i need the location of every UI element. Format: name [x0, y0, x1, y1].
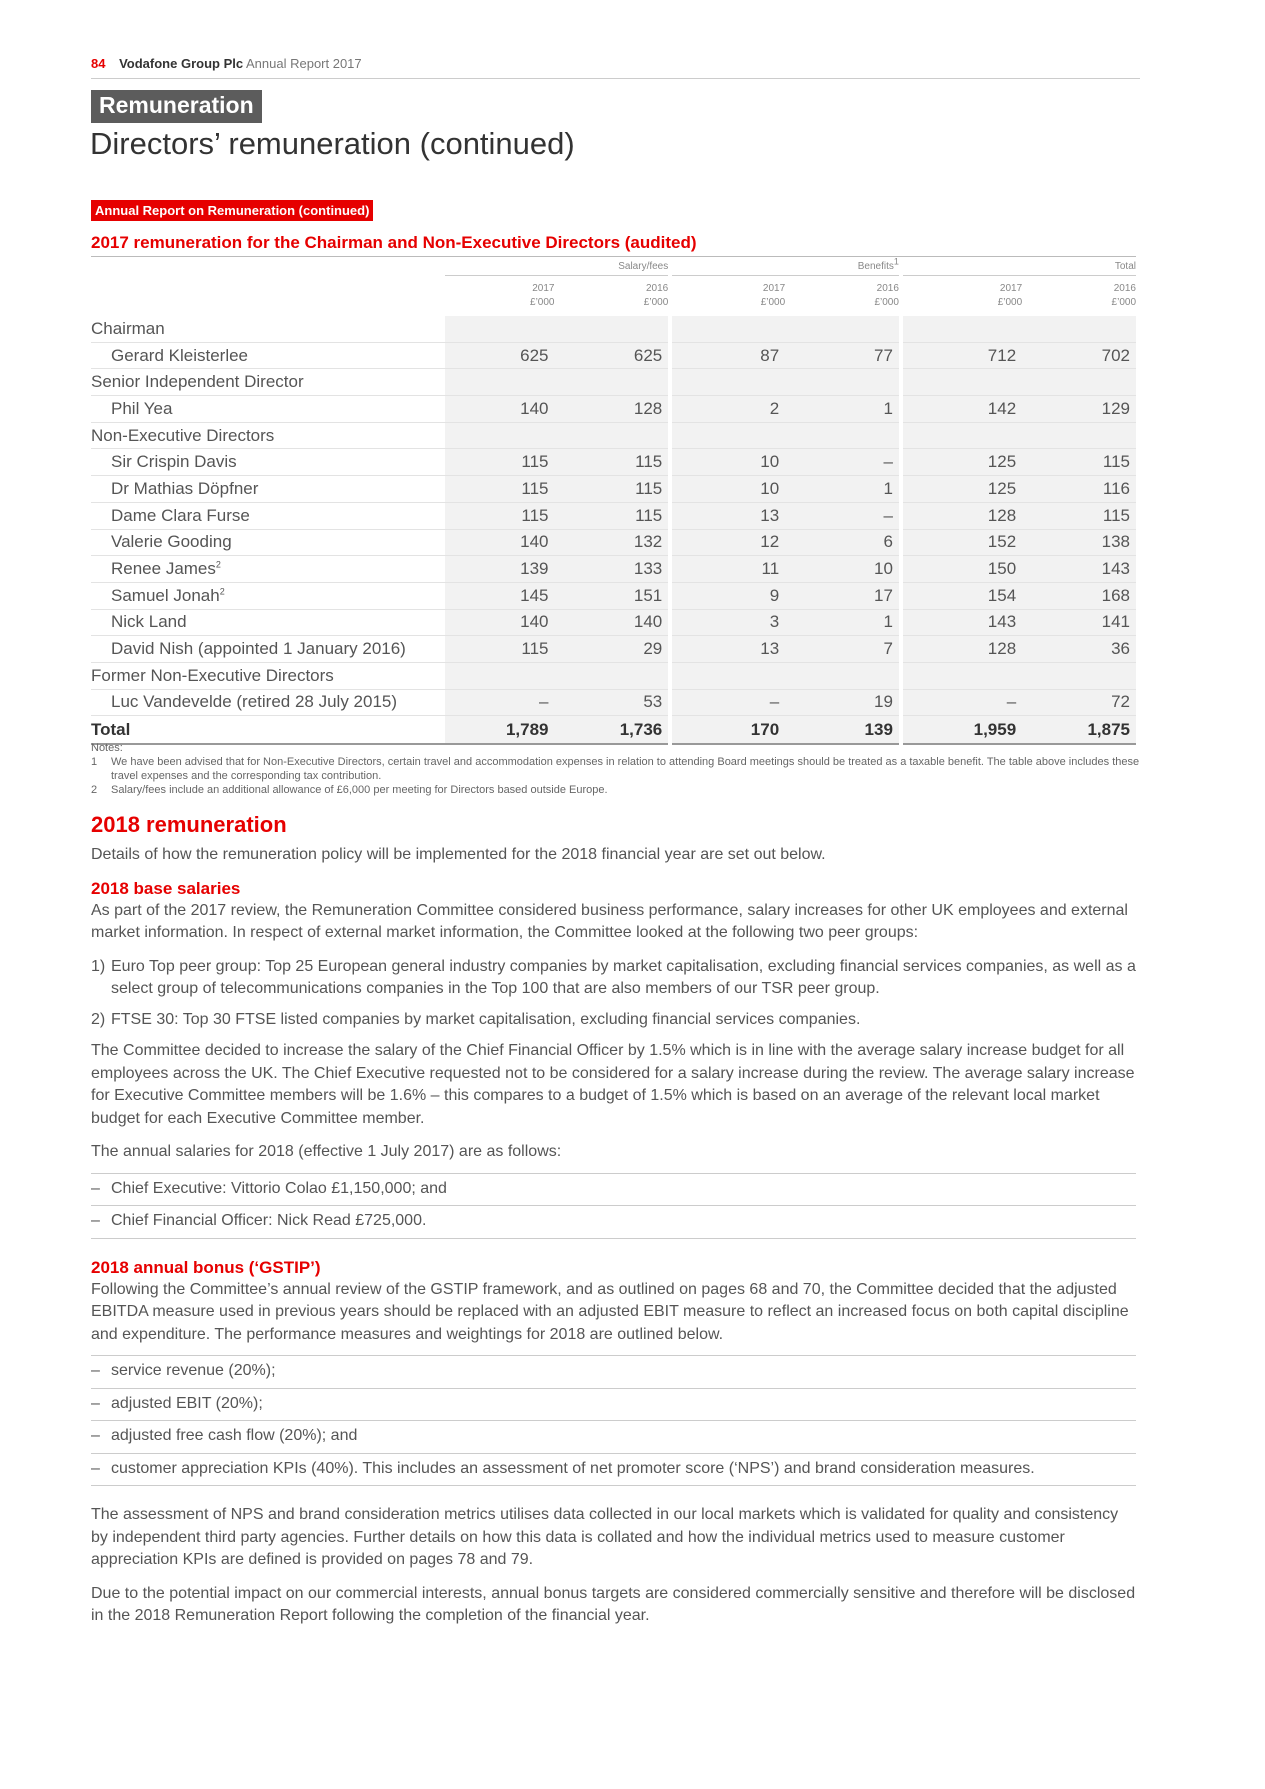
table-cell [785, 369, 899, 396]
table-cell: 140 [445, 609, 555, 636]
table-cell: – [785, 449, 899, 476]
table-cell: 115 [445, 476, 555, 503]
table-cell: 139 [445, 556, 555, 583]
page-title: Directors’ remuneration (continued) [90, 126, 575, 161]
table-row [91, 609, 1136, 636]
table-row [91, 342, 1136, 369]
table-cell: 145 [445, 582, 555, 609]
table-cell: 6 [785, 529, 899, 556]
table-cell: 140 [554, 609, 668, 636]
category-label: Senior Independent Director [91, 369, 445, 396]
list-item: – customer appreciation KPIs (40%). This includes an assessment of net promoter score (‘NPS’) and brand consideration measures. [91, 1454, 1136, 1487]
table-cell [554, 422, 668, 449]
table-cell: 2 [672, 396, 785, 423]
table-cell: 702 [1022, 342, 1136, 369]
table-cell: 115 [445, 449, 555, 476]
table-cell: 128 [554, 396, 668, 423]
table-cell: 125 [903, 449, 1022, 476]
table-cell: 13 [672, 502, 785, 529]
table-cell: 77 [785, 342, 899, 369]
table-cell: – [672, 689, 785, 716]
table-cell: 7 [785, 636, 899, 663]
total-label: Total [91, 716, 445, 745]
table-cell [1022, 369, 1136, 396]
measures-list [91, 1355, 1136, 1486]
paragraph: As part of the 2017 review, the Remuneration Committee considered business performance, salary increases for other UK employees and external market information. In respect of external market information, the Committee looked at the following two peer groups: [91, 901, 1128, 941]
footnote-ref: 2 [219, 586, 225, 597]
notes [91, 741, 1141, 797]
table-cell: 140 [445, 529, 555, 556]
table-cell: 115 [554, 476, 668, 503]
year-header: 2017 £’000 [997, 283, 1023, 308]
notes-heading: Notes: [91, 742, 123, 754]
table-cell: 9 [672, 582, 785, 609]
table-cell: 3 [672, 609, 785, 636]
table-row [91, 502, 1136, 529]
note-item: 1 We have been advised that for Non-Executive Directors, certain travel and accommodation expenses in relation to attending Board meetings should be treated as a taxable benefit. The table above includes these travel expenses and the corresponding tax contribution. [91, 756, 1140, 782]
table-cell: 138 [1022, 529, 1136, 556]
list-item: 2) FTSE 30: Top 30 FTSE listed companies by market capitalisation, excluding financial services companies. [91, 1010, 861, 1028]
table-cell: 115 [554, 449, 668, 476]
table-row [91, 689, 1136, 716]
table-row [91, 369, 1136, 396]
note-item: 2 Salary/fees include an additional allowance of £6,000 per meeting for Directors based outside Europe. [91, 784, 608, 796]
table-cell: 140 [445, 396, 555, 423]
table-year-header [91, 276, 1136, 317]
table-cell: 142 [903, 396, 1022, 423]
director-name: Sir Crispin Davis [91, 449, 445, 476]
table-cell [672, 422, 785, 449]
table-cell: 116 [1022, 476, 1136, 503]
table-cell: 72 [1022, 689, 1136, 716]
director-name: Dame Clara Furse [91, 502, 445, 529]
table-cell: 36 [1022, 636, 1136, 663]
table-cell [554, 662, 668, 689]
table-cell: 53 [554, 689, 668, 716]
table-cell: 154 [903, 582, 1022, 609]
table-cell [1022, 662, 1136, 689]
table-cell: – [903, 689, 1022, 716]
company-name: Vodafone Group Plc [119, 56, 244, 71]
table-cell: 143 [903, 609, 1022, 636]
table-cell [903, 316, 1022, 342]
table-cell: 115 [1022, 449, 1136, 476]
table-cell: 129 [1022, 396, 1136, 423]
remuneration-2018-section [91, 812, 1136, 1639]
section-heading: 2018 remuneration [91, 812, 287, 837]
table-row [91, 662, 1136, 689]
paragraph: The assessment of NPS and brand consideration metrics utilises data collected in our local markets which is validated for quality and consistency by independent third party agencies. Further details on how this data is collated and how the individual metrics used to measure customer appreciation KPIs are defined is provided on pages 78 and 79. [91, 1506, 1119, 1568]
total-cell: 1,736 [554, 716, 668, 745]
category-label: Non-Executive Directors [91, 422, 445, 449]
table-cell: – [785, 502, 899, 529]
table-cell: 625 [554, 342, 668, 369]
table-title: 2017 remuneration for the Chairman and Non-Executive Directors (audited) [91, 233, 697, 252]
director-name: Gerard Kleisterlee [91, 342, 445, 369]
table-cell [672, 662, 785, 689]
table-cell [554, 369, 668, 396]
table-cell: 128 [903, 502, 1022, 529]
table-row [91, 529, 1136, 556]
table-row [91, 422, 1136, 449]
table-cell: 11 [672, 556, 785, 583]
group-salary-fees: Salary/fees [445, 257, 668, 276]
director-name: David Nish (appointed 1 January 2016) [91, 636, 445, 663]
table-cell: 132 [554, 529, 668, 556]
table-row [91, 636, 1136, 663]
table-cell: 1 [785, 476, 899, 503]
page-header [91, 56, 362, 71]
page-number: 84 [91, 56, 106, 71]
table-row [91, 396, 1136, 423]
list-item: – Chief Executive: Vittorio Colao £1,150,000; and [91, 1174, 1136, 1207]
table-cell: 141 [1022, 609, 1136, 636]
paragraph: The annual salaries for 2018 (effective 1 July 2017) are as follows: [91, 1143, 562, 1160]
table-cell: 13 [672, 636, 785, 663]
director-name: Dr Mathias Döpfner [91, 476, 445, 503]
table-cell [785, 422, 899, 449]
table-cell: 625 [445, 342, 555, 369]
table-cell: 29 [554, 636, 668, 663]
intro-paragraph: Details of how the remuneration policy will be implemented for the 2018 financial year are set out below. [91, 846, 826, 863]
total-cell: 1,789 [445, 716, 555, 745]
director-name: Samuel Jonah$^2$ [91, 582, 445, 609]
table-cell: 1 [785, 609, 899, 636]
table-cell [785, 662, 899, 689]
total-cell: 1,875 [1022, 716, 1136, 745]
table-cell [903, 369, 1022, 396]
total-cell: 1,959 [903, 716, 1022, 745]
year-header: 2016 £’000 [874, 283, 899, 308]
table-cell: 10 [672, 476, 785, 503]
section-label: Remuneration [91, 90, 262, 123]
table-cell: 150 [903, 556, 1022, 583]
annual-bonus-heading: 2018 annual bonus (‘GSTIP’) [91, 1257, 321, 1277]
total-cell: 170 [672, 716, 785, 745]
table-row [91, 556, 1136, 583]
table-cell [1022, 316, 1136, 342]
table-cell [672, 316, 785, 342]
table-cell: 152 [903, 529, 1022, 556]
table-cell: 115 [554, 502, 668, 529]
list-item: – adjusted free cash flow (20%); and [91, 1421, 1136, 1454]
year-header: 2016 £’000 [643, 283, 669, 308]
table-row [91, 582, 1136, 609]
table-cell: 10 [785, 556, 899, 583]
table-cell [672, 369, 785, 396]
list-item: 1) Euro Top peer group: Top 25 European general industry companies by market capitalisation, excluding financial services companies, as well as a select group of telecommunications companies in the Top 100 that are also members of our TSR peer group. [91, 957, 1136, 997]
table-cell [445, 662, 555, 689]
table-cell: 115 [445, 636, 555, 663]
paragraph: Following the Committee’s annual review of the GSTIP framework, and as outlined on pages 68 and 70, the Committee decided that the adjusted EBITDA measure used in previous years should be replaced with an adjusted EBIT measure to reflect an increased focus on both capital discipline and expenditure. The performance measures and weightings for 2018 are outlined below. [91, 1280, 1129, 1343]
table-cell: 168 [1022, 582, 1136, 609]
table-group-header [91, 257, 1136, 276]
list-item: – Chief Financial Officer: Nick Read £725,000. [91, 1206, 1136, 1239]
footnote-ref: 1 [893, 256, 899, 267]
report-name: Annual Report 2017 [246, 56, 362, 71]
director-name: Phil Yea [91, 396, 445, 423]
table-cell [903, 422, 1022, 449]
director-name: Nick Land [91, 609, 445, 636]
category-label: Chairman [91, 316, 445, 342]
table-cell: 115 [445, 502, 555, 529]
header-rule [91, 78, 1140, 79]
table-cell: 143 [1022, 556, 1136, 583]
paragraph: Due to the potential impact on our commercial interests, annual bonus targets are considered commercially sensitive and therefore will be disclosed in the 2018 Remuneration Report following the completion of the financial year. [91, 1584, 1136, 1624]
year-header: 2016 £’000 [1111, 283, 1136, 308]
list-item: – adjusted EBIT (20%); [91, 1389, 1136, 1422]
table-cell: – [445, 689, 555, 716]
director-name: Valerie Gooding [91, 529, 445, 556]
table-cell: 128 [903, 636, 1022, 663]
total-cell: 139 [785, 716, 899, 745]
year-header: 2017 £’000 [530, 283, 555, 308]
director-name: Luc Vandevelde (retired 28 July 2015) [91, 689, 445, 716]
footnote-ref: 2 [215, 559, 221, 570]
table-cell [445, 422, 555, 449]
table-cell [785, 316, 899, 342]
table-cell: 1 [785, 396, 899, 423]
table-row [91, 316, 1136, 342]
category-label: Former Non-Executive Directors [91, 662, 445, 689]
year-header: 2017 £’000 [760, 283, 786, 308]
salaries-list [91, 1173, 1136, 1239]
table-cell [903, 662, 1022, 689]
table-row [91, 476, 1136, 503]
table-cell: 17 [785, 582, 899, 609]
table-cell: 125 [903, 476, 1022, 503]
table-cell: 19 [785, 689, 899, 716]
table-cell [445, 369, 555, 396]
base-salaries-heading: 2018 base salaries [91, 878, 241, 898]
list-item: – service revenue (20%); [91, 1356, 1136, 1389]
table-cell: 133 [554, 556, 668, 583]
table-cell: 712 [903, 342, 1022, 369]
report-tag: Annual Report on Remuneration (continued) [91, 200, 373, 221]
table-row [91, 449, 1136, 476]
group-benefits: Benefits$^1$ [672, 257, 898, 276]
group-total: Total [903, 257, 1136, 276]
table-cell: 115 [1022, 502, 1136, 529]
table-cell: 12 [672, 529, 785, 556]
table-cell: 87 [672, 342, 785, 369]
table-cell: 10 [672, 449, 785, 476]
table-cell [1022, 422, 1136, 449]
remuneration-table [91, 257, 1136, 745]
paragraph: The Committee decided to increase the salary of the Chief Financial Officer by 1.5% which is in line with the average salary increase budget for all employees across the UK. The Chief Executive requested not to be considered for a salary increase during the review. The average salary increase for Executive Committee members will be 1.6% – this compares to a budget of 1.5% which is based on an average of the relevant local market budget for each Executive Committee member. [91, 1042, 1135, 1127]
director-name: Renee James$^2$ [91, 556, 445, 583]
peer-groups-list [91, 956, 1136, 1032]
table-cell [445, 316, 555, 342]
table-cell [554, 316, 668, 342]
table-cell: 151 [554, 582, 668, 609]
